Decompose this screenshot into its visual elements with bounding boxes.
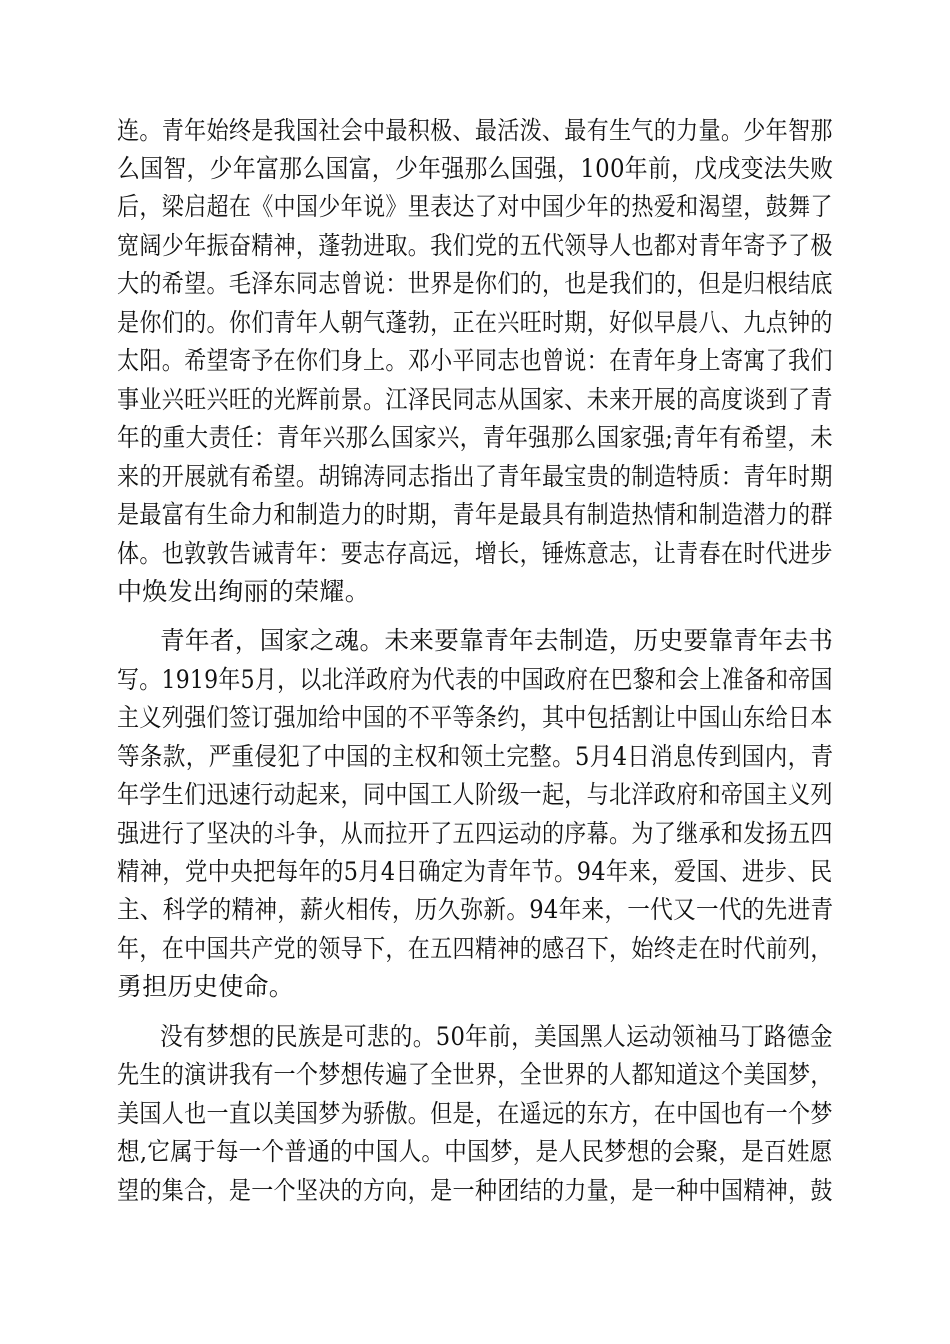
text-line: 来的开展就有希望。胡锦涛同志指出了青年最宝贵的制造特质：青年时期	[117, 462, 833, 491]
text-line: 连。青年始终是我国社会中最积极、最活泼、最有生气的力量。少年智那	[117, 116, 833, 145]
text-line: 大的希望。毛泽东同志曾说：世界是你们的，也是我们的，但是归根结底	[117, 269, 833, 298]
text-line: 是最富有生命力和制造力的时期，青年是最具有制造热情和制造潜力的群	[117, 500, 833, 529]
text-line: 青年者，国家之魂。未来要靠青年去制造，历史要靠青年去书	[160, 626, 834, 655]
text-line: 年学生们迅速行动起来，同中国工人阶级一起，与北洋政府和帝国主义列	[117, 780, 833, 809]
text-line: 年，在中国共产党的领导下，在五四精神的感召下，始终走在时代前列，	[117, 934, 833, 963]
text-line: 中焕发出绚丽的荣耀。	[117, 577, 371, 606]
text-line: 主义列强们签订强加给中国的不平等条约，其中包括割让中国山东给日本	[117, 703, 833, 732]
text-line: 等条款，严重侵犯了中国的主权和领土完整。5月4日消息传到国内，青	[117, 742, 834, 771]
text-line: 体。也敦敦告诫青年：要志存高远，增长，锤炼意志，让青春在时代进步	[117, 539, 833, 568]
text-line: 勇担历史使命。	[117, 972, 295, 1001]
text-line: 写。1919年5月，以北洋政府为代表的中国政府在巴黎和会上准备和帝国	[117, 665, 833, 694]
text-line: 么国智，少年富那么国富，少年强那么国强，100年前，戊戌变法失败	[117, 154, 834, 183]
text-line: 后，梁启超在《中国少年说》里表达了对中国少年的热爱和渴望，鼓舞了	[117, 192, 833, 221]
text-line: 没有梦想的民族是可悲的。50年前，美国黑人运动领袖马丁路德金	[160, 1022, 833, 1051]
text-line: 美国人也一直以美国梦为骄傲。但是，在遥远的东方，在中国也有一个梦	[117, 1099, 833, 1128]
text-line: 望的集合，是一个坚决的方向，是一种团结的力量，是一种中国精神，鼓	[117, 1176, 833, 1205]
text-line: 想,它属于每一个普通的中国人。中国梦，是人民梦想的会聚，是百姓愿	[117, 1137, 833, 1166]
text-line: 宽阔少年振奋精神，蓬勃进取。我们党的五代领导人也都对青年寄予了极	[117, 231, 833, 260]
text-line: 是你们的。你们青年人朝气蓬勃，正在兴旺时期，好似早晨八、九点钟的	[117, 308, 833, 337]
text-line: 年的重大责任：青年兴那么国家兴，青年强那么国家强;青年有希望，未	[117, 423, 834, 452]
text-line: 事业兴旺兴旺的光辉前景。江泽民同志从国家、未来开展的高度谈到了青	[117, 385, 833, 414]
text-line: 精神，党中央把每年的5月4日确定为青年节。94年来，爱国、进步、民	[117, 857, 833, 886]
text-line: 强进行了坚决的斗争，从而拉开了五四运动的序幕。为了继承和发扬五四	[117, 819, 833, 848]
text-line: 先生的演讲我有一个梦想传遍了全世界，全世界的人都知道这个美国梦，	[117, 1060, 833, 1089]
text-line: 太阳。希望寄予在你们身上。邓小平同志也曾说：在青年身上寄寓了我们	[117, 346, 833, 375]
text-line: 主、科学的精神，薪火相传，历久弥新。94年来，一代又一代的先进青	[117, 895, 834, 924]
